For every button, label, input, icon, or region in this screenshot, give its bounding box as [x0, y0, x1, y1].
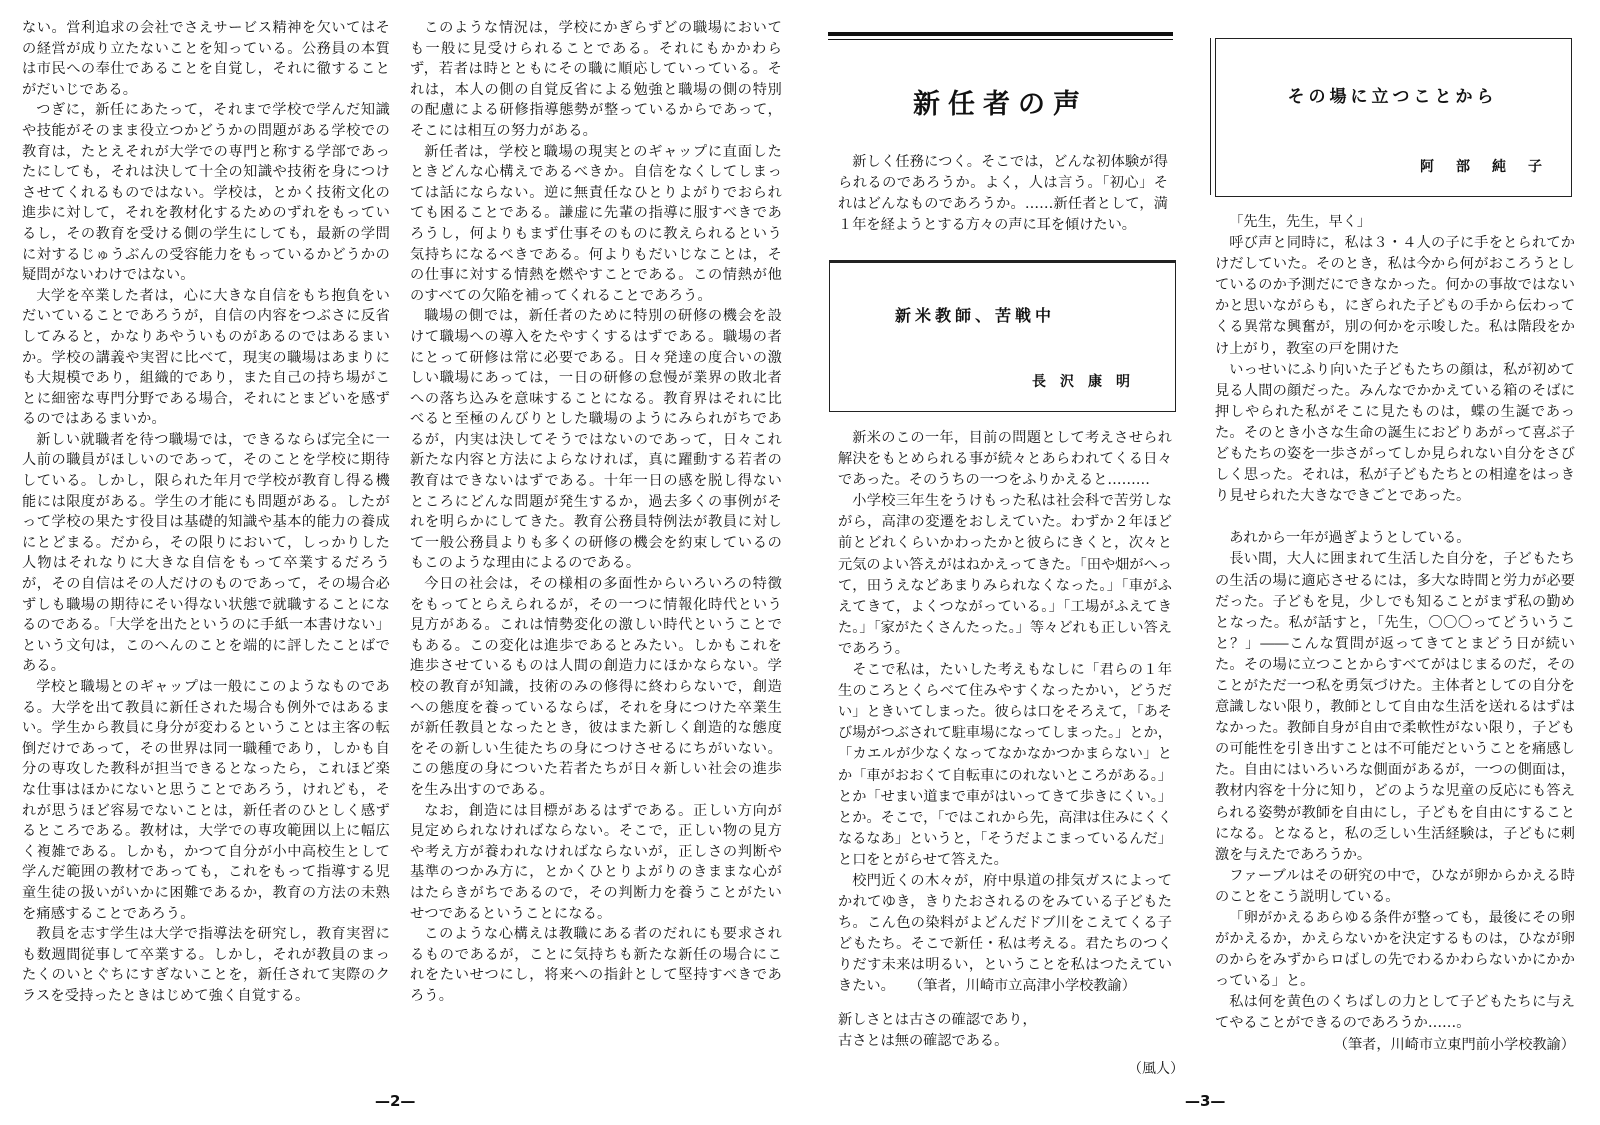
paragraph: 「先生，先生，早く」	[1229, 214, 1372, 230]
article-b-author: 阿部純子	[1420, 159, 1564, 175]
article-b-title: その場に立つことから	[1287, 87, 1498, 107]
paragraph: 新しい就職者を待つ職場では，できるならば完全に一人前の職員がほしいのであって，そのことを学校に期待している。しかし，限られた年月で学校が教育し得る機能には限度がある。学生の才能にも問題がある。したがって学校の果たす役目は基礎的知識や基本的能力の養成にとどまる。だから，その限りにおいて，しっかりした人物はそれなりに大きな自信をもって卒業するだろうが，その自信はその人だけのものであって，その場合必ずしも職場の期待にそい得ない状態で就職することになるのである。「大学を出たというのに手紙一本書けない」という文句は，このへんのことを端的に評したことばである。	[22, 431, 390, 675]
quote	[838, 1010, 1168, 1052]
left-page-column-1	[22, 18, 390, 1007]
paragraph: 教員を志す学生は大学で指導法を研究し，教育実習にも数週間従事して卒業する。しかし，それが教員のまったくのいとぐちにすぎないことを，新任されて実際のクラスを受持ったときはじめて強く自覚する。	[22, 926, 390, 1004]
paragraph: 「卵がかえるあらゆる条件が整っても，最後にその卵がかえるか，かえらないかを決定するものは，ひなが卵のからをみずからロばしの先でわるかわらないかにかかっている」と。	[1215, 910, 1575, 990]
paragraph: いっせいにふり向いた子どもたちの顔は，私が初めて見る人間の顔だった。みんなでかかえている箱のそばに押しやられた私がそこに見たものは，蝶の生誕であった。そのとき小さな生命の誕生におどりあがって喜ぶ子どもたちの姿を一歩さがってしか見られない自分をさびしく思った。それは，私が子どもたちとの相違をはっきり見せられた大きなできごとであった。	[1215, 361, 1575, 505]
article-a-author: 長沢康明	[1032, 374, 1144, 390]
paragraph: このような情況は，学校にかぎらずどの職場においても一般に見受けられることである。それにもかかわらず，若者は時とともにその職に順応していっている。それは，本人の側の自覚反省による勉強と職場の側の特別の配慮による研修指導態勢が整っているからであって，そこには相互の努力がある。	[410, 20, 782, 139]
article-a-body	[838, 428, 1172, 998]
quote-line: 新しさとは古さの確認であり，	[838, 1012, 1037, 1028]
paragraph: 今日の社会は，その様相の多面性からいろいろの特徴をもってとらえられるが，その一つに情報化時代という見方がある。これは情勢変化の激しい時代ということでもある。この変化は進歩であるとみたい。しかもこれを進歩させているものは人間の創造力にほかならない。学校の教育が知識，技術のみの修得に終わらないで，創造への態度を養っているならば，それを身につけた卒業生が新任教員となったとき，彼はまた新しく創造的な態度をその新しい生徒たちの身につけさせるにちがいない。この態度の身についた若者たちが日々新しい社会の進歩を生み出すのである。	[410, 576, 782, 798]
article-b-box-edge	[1210, 38, 1211, 195]
page-number-left: —2—	[375, 1092, 416, 1110]
paragraph: つぎに，新任にあたって，それまで学校で学んだ知識や技能がそのまま役立つかどうかの問題がある学校での教育は，たとえそれが大学での専門と称する学部であったにしても，それは決して十全の知識や技術を身につけさせてくれるものではない。学校は，とかく技術文化の進歩に対して，それを教材化するためのずれをもっているし，その教育を受ける側の学生にしても，最新の学問に対するじゅうぶんの受容能力をもっているかどうかの疑問がないわけではない。	[22, 102, 390, 284]
quote-author: （風人）	[1128, 1061, 1184, 1077]
paragraph: なお，創造には目標があるはずである。正しい方向が見定められなければならない。そこで，正しい物の見方や考え方が養われなければならないが，正しさの判断や基準のつかみ方に，とかくひとりよがりのきままな心がはたらきがちであるので，その判断力を養うことがたいせつであるということになる。	[410, 802, 782, 922]
paragraph: 校門近くの木々が，府中県道の排気ガスによってかれてゆき，きりたおされるのをみている子どもたち。こん色の染料がよどんだドブ川をこえてくる子どもたち。そこで新任・私は考える。君たちのつくりだす未来は明るい，ということを私はつたえていきたい。 （筆者，川崎市立高津小学校教諭）	[838, 872, 1172, 995]
paragraph: 私は何を黄色のくちばしの力として子どもたちに与えてやることができるのであろうか……。	[1215, 994, 1575, 1032]
left-page-column-2	[410, 18, 782, 1007]
paragraph: そこで私は，たいした考えもなしに「君らの１年生のころとくらべて住みやすくなったかい，どうだい」ときいてしまった。彼らは口をそろえて，「あそび場がつぶされて駐車場になってしまった。」とか，「カエルが少なくなってなかなかつかまらない」とか「車がおおくて自転車にのれないところがある。」とか「せまい道まで車がはいってきて歩きにくい。」とか。そこで，「ではこれから先，高津は住みにくくなるなあ」というと，「そうだよこまっているんだ」と口をとがらせて答えた。	[838, 662, 1172, 868]
paragraph: このような心構えは教職にある者のだれにも要求されるものであるが，ことに気持ちも新たな新任の場合にこれをたいせつにし，将来への指針として堅持すべきであろう。	[410, 926, 782, 1004]
paragraph: ない。営利追求の会社でさえサービス精神を欠いてはその経営が成り立たないことを知っている。公務員の本質は市民への奉仕であることを自覚し，それに徹することがだいじである。	[22, 20, 390, 98]
article-b-body	[1215, 212, 1575, 1056]
paragraph: あれから一年が過ぎようとしている。	[1229, 530, 1471, 547]
article-a-title: 新米教師、苦戦中	[895, 306, 1056, 325]
paragraph-gap	[1215, 507, 1575, 528]
paragraph: 新米のこの一年，目前の問題として考えさせられ解決をもとめられる事が続々とあらわれてくる日々であった。そのうちの一つをふりかえると………	[838, 430, 1172, 489]
paragraph: 新任者は，学校と職場の現実とのギャップに直面したときどんな心構えであるべきか。自信をなくしてしまっては話にならない。逆に無責任なひとりよがりでおられても困ることである。謙虚に先輩の指導に服すべきであろうし，何よりもまず仕事そのものに教えられるという気持ちになるべきである。何よりもだいじなことは，その仕事に対する情熱を燃やすことである。この情熱が他のすべての欠陥を補ってくれることであろう。	[410, 143, 782, 304]
header-rule	[828, 32, 1173, 36]
quote-line: 古さとは無の確認である。	[838, 1033, 1009, 1049]
paragraph: 職場の側では，新任者のために特別の研修の機会を設けて職場への導入をたやすくするはずである。職場の者にとって研修は常に必要である。日々発達の度合いの激しい職場にあっては，一日の研修の怠慢が業界の敗北者への落ち込みを意味することになる。教育界はそれに比べると至極のんびりとした職場のようにみられがちであるが，内実は決してそうではないのであって，日々これ新たな内容と方法によらなければ，真に躍動する若者の教育はできないはずである。十年一日の感を脱し得ないところにどんな問題が発生するか，過去多くの事例がそれを明らかにしてきた。教育公務員特例法が教員に対して一般公務員よりも多くの研修の機会を約束しているのもこのような理由によるのである。	[410, 308, 782, 572]
header-rule-thin	[828, 39, 1173, 40]
paragraph: 小学校三年生をうけもった私は社会科で苦労しながら，高津の変遷をおしえていた。わずか２年ほど前とどれくらいかわったかと彼らにきくと，次々と元気のよい答えがはねかえってきた。「田や畑がへって，田うえなどあまりみられなくなった。」「車がふえてきて，よくつながっている。」「工場がふえてきた。」「家がたくさんたった。」等々どれも正しい答えであろう。	[838, 493, 1172, 657]
paragraph: 長い間，大人に囲まれて生活した自分を，子どもたちの生活の場に適応させるには，多大な時間と労力が必要だった。子どもを見，少しでも知ることがまず私の勤めとなった。私が話すと，「先生，〇〇〇ってどういうこと？」――こんな質問が返ってきてとまどう日が続いた。その場に立つことからすべてがはじまるのだ，そのことがただ一つ私を勇気づけた。主体者としての自分を意識しない限り，教師として自由な生活を送れるはずはなかった。教師自身が自由で柔軟性がない限り，子どもの可能性を引き出すことは不可能だということを痛感した。自由にはいろいろな側面があるが，一つの側面は，教材内容を十分に知り，どのような児童の反応にも答えられる姿勢が教師を自由にし，子どもを自由にすることになる。となると，私の乏しい生活経験は，子どもに刺激を与えたであろうか。	[1215, 551, 1575, 863]
paragraph: 大学を卒業した者は，心に大きな自信をもち抱負をいだいていることであろうが，自信の内容をつぶさに反省してみると，かなりあやういものがあるのではあるまいか。学校の講義や実習に比べて，現実の職場はあまりにも大規模であり，組織的であり，また自己の持ち場がことに細密な専門分野である場合，それにとまどいを感ずるのではあるまいか。	[22, 287, 390, 428]
paragraph: 呼び声と同時に，私は３・４人の子に手をとられてかけだしていた。そのとき，私は今から何がおころうとしているのか予測だにできなかった。何かの事故ではないかと思いながらも，にぎられた子どもの手から伝わってくる異常な興奮が，別の何かを示唆した。私は階段をかけ上がり，教室の戸を開けた	[1215, 235, 1575, 357]
page-number-right: —3—	[1185, 1092, 1226, 1110]
paragraph: ファーブルはその研究の中で，ひなが卵からかえる時のことをこう説明している。	[1215, 867, 1575, 905]
section-intro: 新しく任務につく。そこでは，どんな初体験が得られるのであろうか。よく，人は言う。「初心」それはどんなものであろうか。……新任者として，満１年を経ようとする方々の声に耳を傾けたい。	[838, 154, 1168, 233]
section-title: 新任者の声	[913, 89, 1088, 120]
article-b-signature: （筆者，川崎市立東門前小学校教諭）	[1333, 1036, 1575, 1053]
paragraph: 学校と職場とのギャップは一般にこのようなものである。大学を出て教員に新任された場合も例外ではあるまい。学生から教員に身分が変わるということは主客の転倒だけであって，その世界は同一職種であり，しかも自分の専攻した教科が担当できるとなったら，これほど楽な仕事はほかにないと思うことであろう，けれども，それが思うほど容易でないことは，新任者のひとしく感ずるところである。教材は，大学での専攻範囲以上に幅広く複雑である。しかも，かつて自分が小中高校生として学んだ範囲の教材であっても，これをもって指導する児童生徒の扱いがいかに困難であるか，教育の方法の未熟を痛感することであろう。	[22, 679, 390, 922]
